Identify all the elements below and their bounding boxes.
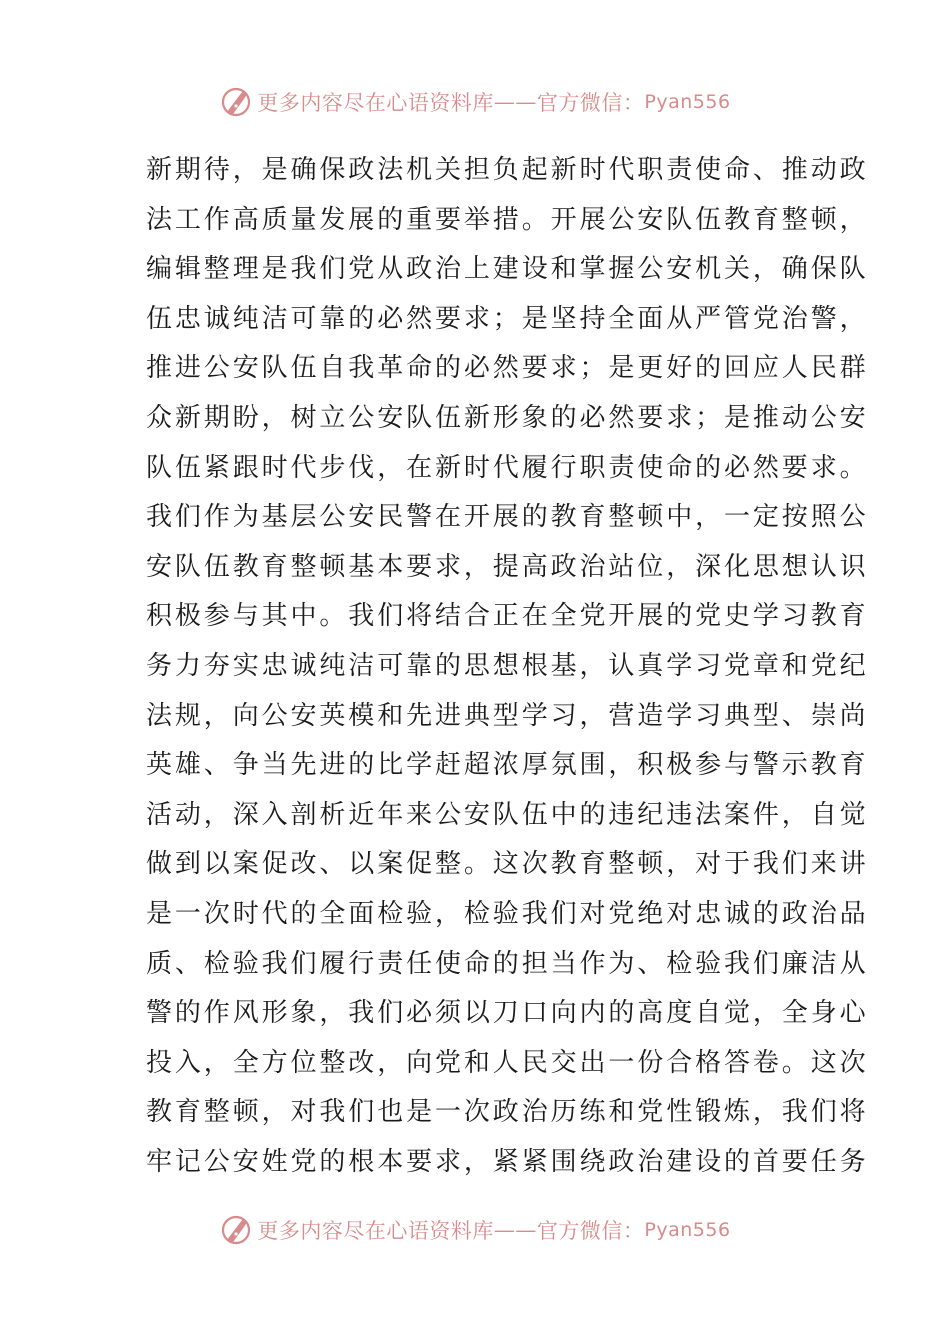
- header-banner: [0, 82, 950, 122]
- text-line: 推进公安队伍自我革命的必然要求；是更好的回应人民群: [146, 353, 869, 384]
- text-line: 新期待，是确保政法机关担负起新时代职责使命、推动政: [146, 155, 869, 185]
- document-body: [146, 146, 869, 1187]
- pen-nib-logo-icon: [219, 1213, 253, 1247]
- text-line: 警的作风形象，我们必须以刀口向内的高度自觉，全身心: [146, 998, 869, 1029]
- footer-right-text: 官方微信：: [536, 1219, 645, 1243]
- header-left-text: 更多内容尽在心语资料库: [257, 91, 494, 115]
- header-right-text: 官方微信：: [536, 91, 645, 115]
- footer-wechat-id: Pyan556: [644, 1219, 731, 1241]
- text-line: 我们作为基层公安民警在开展的教育整顿中，一定按照公: [146, 502, 869, 533]
- text-line: 队伍紧跟时代步伐，在新时代履行职责使命的必然要求。: [146, 452, 869, 483]
- text-line: 伍忠诚纯洁可靠的必然要求；是坚持全面从严管党治警，: [146, 303, 869, 334]
- footer-banner: [0, 1210, 950, 1250]
- footer-left-text: 更多内容尽在心语资料库: [257, 1219, 494, 1243]
- text-line: 牢记公安姓党的根本要求，紧紧围绕政治建设的首要任务: [146, 1146, 869, 1177]
- text-line: 英雄、争当先进的比学赶超浓厚氛围，积极参与警示教育: [146, 750, 869, 781]
- text-line: 是一次时代的全面检验，检验我们对党绝对忠诚的政治品: [146, 898, 869, 929]
- text-line: 积极参与其中。我们将结合正在全党开展的党史学习教育: [146, 601, 869, 632]
- text-line: 众新期盼，树立公安队伍新形象的必然要求；是推动公安: [146, 402, 869, 433]
- text-line: 务力夯实忠诚纯洁可靠的思想根基，认真学习党章和党纪: [146, 650, 869, 681]
- text-line: 做到以案促改、以案促整。这次教育整顿，对于我们来讲: [146, 849, 869, 880]
- text-line: 安队伍教育整顿基本要求，提高政治站位，深化思想认识: [146, 551, 869, 582]
- text-line: 投入，全方位整改，向党和人民交出一份合格答卷。这次: [146, 1047, 869, 1078]
- pen-nib-logo-icon: [219, 85, 253, 119]
- footer-dash: ——: [493, 1218, 537, 1242]
- text-line: 活动，深入剖析近年来公安队伍中的违纪违法案件，自觉: [146, 799, 869, 830]
- text-line: 教育整顿，对我们也是一次政治历练和党性锻炼，我们将: [146, 1097, 869, 1128]
- text-line: 编辑整理是我们党从政治上建设和掌握公安机关，确保队: [146, 254, 869, 285]
- header-wechat-id: Pyan556: [644, 91, 731, 113]
- text-line: 法工作高质量发展的重要举措。开展公安队伍教育整顿，: [146, 204, 869, 235]
- header-dash: ——: [493, 90, 537, 114]
- text-line: 质、检验我们履行责任使命的担当作为、检验我们廉洁从: [146, 948, 869, 979]
- text-line: 法规，向公安英模和先进典型学习，营造学习典型、崇尚: [146, 700, 869, 731]
